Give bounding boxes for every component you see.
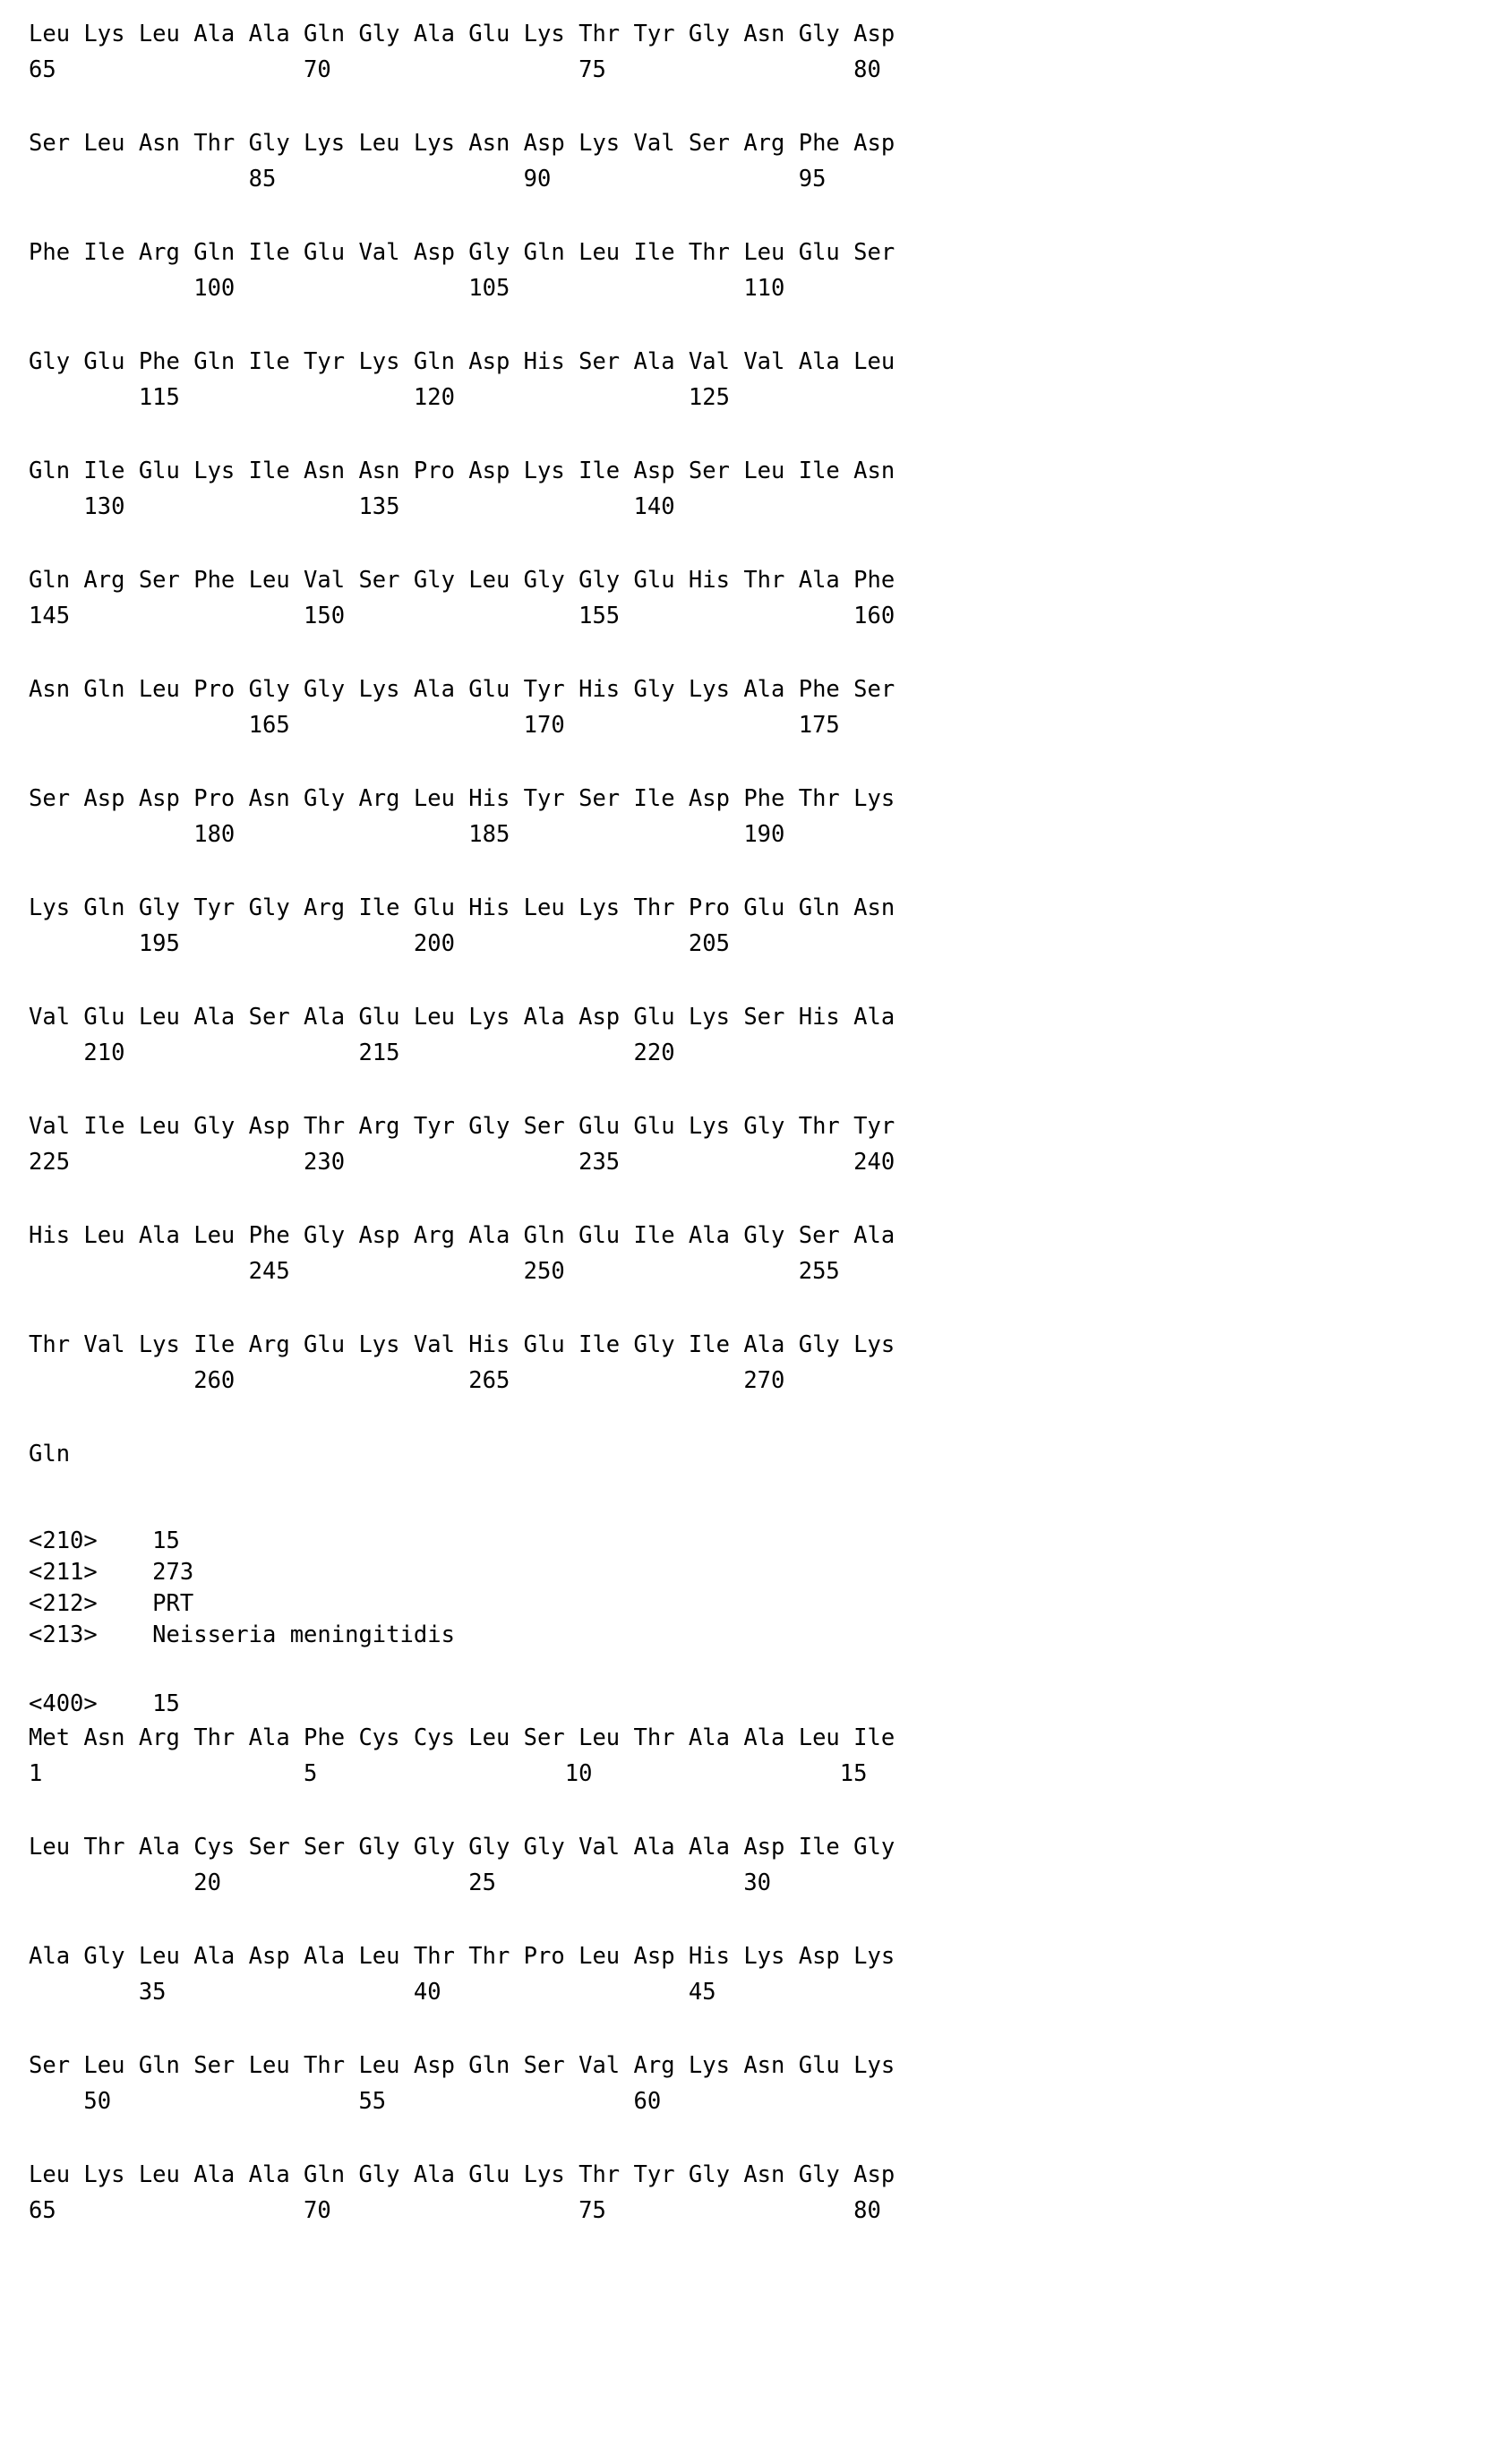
residue-row: Gly Glu Phe Gln Ile Tyr Lys Gln Asp His Ser Ala Val Val Ala Leu: [29, 348, 895, 375]
block-spacer: [0, 1071, 1491, 1108]
residue-row: Met Asn Arg Thr Ala Phe Cys Cys Leu Ser Leu Thr Ala Ala Leu Ile: [29, 1724, 895, 1751]
numbering-row: 65 70 75 80: [29, 56, 881, 83]
numbering-row: 245 250 255: [29, 1258, 840, 1285]
sequence-block: [0, 781, 1491, 852]
sequence-block: [0, 562, 1491, 634]
sequence-block: [0, 999, 1491, 1071]
residue-row: Asn Gln Leu Pro Gly Gly Lys Ala Glu Tyr His Gly Lys Ala Phe Ser: [29, 676, 895, 703]
block-spacer: [0, 743, 1491, 781]
residue-row: Ser Leu Asn Thr Gly Lys Leu Lys Asn Asp Lys Val Ser Arg Phe Asp: [29, 130, 895, 157]
block-spacer: [0, 1289, 1491, 1327]
meta-line-211: <211> 273: [29, 1559, 194, 1586]
block-spacer: [0, 1399, 1491, 1436]
numbering-row: 130 135 140: [29, 493, 675, 520]
block-spacer: [0, 2010, 1491, 2048]
sequence-block: [0, 2048, 1491, 2119]
numbering-row: 210 215 220: [29, 1040, 675, 1066]
sequence-block: [0, 2157, 1491, 2229]
block-spacer: [0, 2119, 1491, 2157]
sequence-block: [0, 16, 1491, 88]
residue-row: His Leu Ala Leu Phe Gly Asp Arg Ala Gln Glu Ile Ala Gly Ser Ala: [29, 1222, 895, 1249]
residue-row: Ala Gly Leu Ala Asp Ala Leu Thr Thr Pro Leu Asp His Lys Asp Lys: [29, 1943, 895, 1970]
sequence-block: [0, 344, 1491, 415]
sequence-header-meta: [29, 1526, 1491, 1651]
residue-row: Leu Thr Ala Cys Ser Ser Gly Gly Gly Gly Val Ala Ala Asp Ile Gly: [29, 1834, 895, 1861]
sequence-block: [0, 1938, 1491, 2010]
residue-row: Leu Lys Leu Ala Ala Gln Gly Ala Glu Lys Thr Tyr Gly Asn Gly Asp: [29, 21, 895, 47]
sequence-block: [0, 1720, 1491, 1792]
block-spacer: [0, 1180, 1491, 1218]
block-spacer: [0, 415, 1491, 453]
numbering-row: 145 150 155 160: [29, 603, 895, 629]
numbering-row: 180 185 190: [29, 821, 785, 848]
residue-row: Gln Ile Glu Lys Ile Asn Asn Pro Asp Lys Ile Asp Ser Leu Ile Asn: [29, 458, 895, 484]
sequence-block: [0, 1327, 1491, 1399]
block-spacer: [0, 1792, 1491, 1829]
residue-row: Val Glu Leu Ala Ser Ala Glu Leu Lys Ala Asp Glu Lys Ser His Ala: [29, 1004, 895, 1031]
meta-line-400: <400> 15: [29, 1690, 180, 1717]
residue-row: Ser Asp Asp Pro Asn Gly Arg Leu His Tyr Ser Ile Asp Phe Thr Lys: [29, 785, 895, 812]
numbering-row: 260 265 270: [29, 1367, 785, 1394]
meta-line-213: <213> Neisseria meningitidis: [29, 1621, 455, 1648]
sequence-block: [0, 453, 1491, 525]
numbering-row: 65 70 75 80: [29, 2197, 881, 2224]
residue-row: Thr Val Lys Ile Arg Glu Lys Val His Glu Ile Gly Ile Ala Gly Lys: [29, 1331, 895, 1358]
sequence-block: [0, 235, 1491, 306]
numbering-row: 195 200 205: [29, 930, 730, 957]
numbering-row: 35 40 45: [29, 1979, 716, 2006]
residue-row: Gln Arg Ser Phe Leu Val Ser Gly Leu Gly Gly Glu His Thr Ala Phe: [29, 567, 895, 594]
numbering-row: 100 105 110: [29, 275, 785, 302]
block-spacer: [0, 1901, 1491, 1938]
sequence-block: [0, 1218, 1491, 1289]
section-spacer: [0, 1472, 1491, 1526]
numbering-row: 115 120 125: [29, 384, 730, 411]
section-spacer: [0, 1651, 1491, 1689]
numbering-row: 1 5 10 15: [29, 1760, 868, 1787]
residue-row-tail: Gln: [29, 1441, 71, 1467]
block-spacer: [0, 306, 1491, 344]
residue-row: Val Ile Leu Gly Asp Thr Arg Tyr Gly Ser Glu Glu Lys Gly Thr Tyr: [29, 1113, 895, 1140]
numbering-row: 20 25 30: [29, 1869, 772, 1896]
sequence-block: [0, 672, 1491, 743]
numbering-row: 85 90 95: [29, 166, 827, 192]
sequence-block: [0, 1829, 1491, 1901]
residue-row: Lys Gln Gly Tyr Gly Arg Ile Glu His Leu Lys Thr Pro Glu Gln Asn: [29, 894, 895, 921]
sequence-block: [0, 125, 1491, 197]
numbering-row: 225 230 235 240: [29, 1149, 895, 1176]
residue-row: Ser Leu Gln Ser Leu Thr Leu Asp Gln Ser Val Arg Lys Asn Glu Lys: [29, 2052, 895, 2079]
sequence-body-meta: [29, 1689, 1491, 1720]
block-spacer: [0, 634, 1491, 672]
meta-line-210: <210> 15: [29, 1527, 180, 1554]
residue-row: Phe Ile Arg Gln Ile Glu Val Asp Gly Gln Leu Ile Thr Leu Glu Ser: [29, 239, 895, 266]
block-spacer: [0, 88, 1491, 125]
sequence-block: [0, 1108, 1491, 1180]
block-spacer: [0, 197, 1491, 235]
residue-row: Leu Lys Leu Ala Ala Gln Gly Ala Glu Lys Thr Tyr Gly Asn Gly Asp: [29, 2161, 895, 2188]
block-spacer: [0, 525, 1491, 562]
numbering-row: 50 55 60: [29, 2088, 662, 2115]
block-spacer: [0, 962, 1491, 999]
meta-line-212: <212> PRT: [29, 1590, 194, 1617]
block-spacer: [0, 852, 1491, 890]
sequence-block: [0, 890, 1491, 962]
numbering-row: 165 170 175: [29, 712, 840, 739]
